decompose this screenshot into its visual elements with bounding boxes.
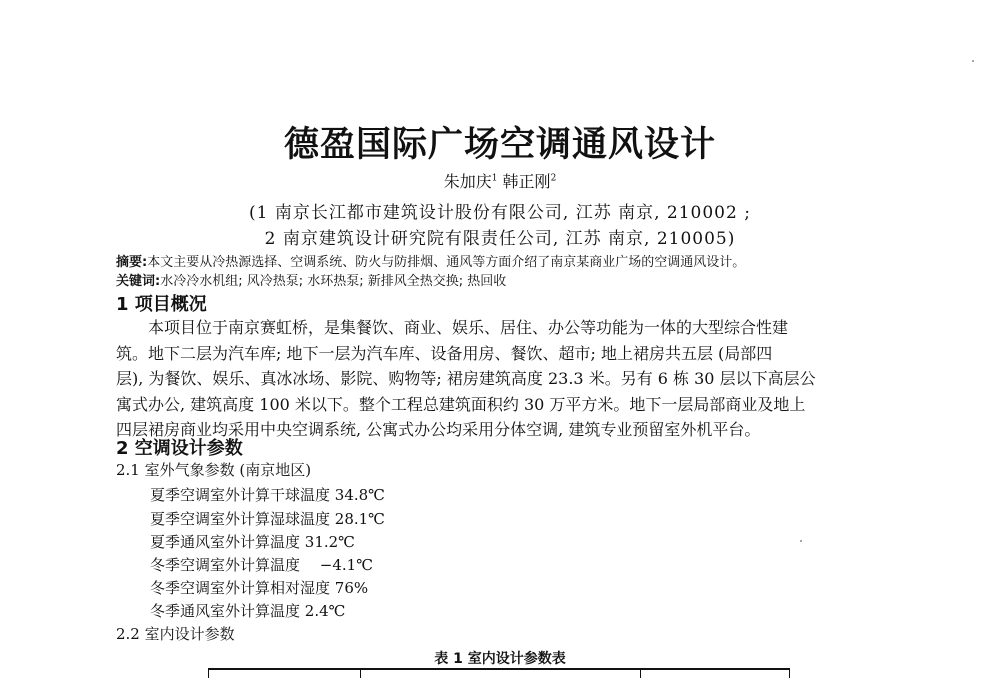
author-name: 韩正刚 xyxy=(502,172,551,191)
table-top-rule xyxy=(208,668,790,682)
keywords-text: 水冷冷水机组; 风冷热泵; 水环热泵; 新排风全热交换; 热回收 xyxy=(160,274,507,289)
body-line: 四层裙房商业均采用中央空调系统, 公寓式办公均采用分体空调, 建筑专业预留室外机平台。 xyxy=(116,420,761,439)
subsection-heading: 2.1 室外气象参数 (南京地区) xyxy=(116,461,312,479)
table-column-rule xyxy=(208,668,209,678)
author-name: 朱加庆 xyxy=(443,172,492,191)
table-column-rule xyxy=(789,668,790,678)
author-affiliation-mark: 2 xyxy=(550,173,557,184)
abstract xyxy=(116,251,896,270)
keywords xyxy=(116,270,896,289)
parameter-line: 夏季通风室外计算温度 31.2℃ xyxy=(150,533,355,551)
keywords-label: 关键词: xyxy=(116,274,161,289)
parameter-line: 冬季通风室外计算温度 2.4℃ xyxy=(150,602,346,620)
scan-speck xyxy=(800,540,802,542)
affiliation-line: 2 南京建筑设计研究院有限责任公司, 江苏 南京, 210005) xyxy=(264,229,736,249)
abstract-text: 本文主要从冷热源选择、空调系统、防火与防排烟、通风等方面介绍了南京某商业广场的空调通风设计。 xyxy=(147,255,746,270)
parameter-line: 冬季空调室外计算温度 −4.1℃ xyxy=(150,556,373,574)
body-line xyxy=(116,315,888,341)
section-heading: 2 空调设计参数 xyxy=(116,438,243,459)
subsection-heading: 2.2 室内设计参数 xyxy=(116,625,235,643)
body-line: 层), 为餐饮、娱乐、真冰冰场、影院、购物等; 裙房建筑高度 23.3 米。另有 6 栋 30 层以下高层公 xyxy=(116,369,816,388)
abstract-label: 摘要: xyxy=(116,255,148,270)
scan-speck xyxy=(972,60,974,62)
section-body xyxy=(116,315,888,443)
author-line xyxy=(0,169,1000,192)
body-line: 寓式办公, 建筑高度 100 米以下。整个工程总建筑面积约 30 万平方米。地下一层局部商业及地上 xyxy=(116,394,806,414)
section-heading: 1 项目概况 xyxy=(116,294,207,315)
table-caption: 表 1 室内设计参数表 xyxy=(434,651,566,667)
parameter-line: 冬季空调室外计算相对湿度 76% xyxy=(150,579,369,597)
author-affiliation-mark: 1 xyxy=(491,173,498,184)
paper-title: 德盈国际广场空调通风设计 xyxy=(283,125,716,165)
body-text: 本项目位于南京赛虹桥，是集餐饮、商业、娱乐、居住、办公等功能为一体的大型综合性建 xyxy=(148,318,789,337)
body-line: 筑。地下二层为汽车库; 地下一层为汽车库、设备用房、餐饮、超市; 地上裙房共五层 (局部四 xyxy=(116,343,773,363)
affiliation-line: (1 南京长江都市建筑设计股份有限公司, 江苏 南京, 210002 ; xyxy=(249,203,751,223)
table-column-rule xyxy=(640,668,641,678)
table-column-rule xyxy=(360,668,361,678)
parameter-line: 夏季空调室外计算干球温度 34.8℃ xyxy=(150,486,385,504)
parameter-line: 夏季空调室外计算湿球温度 28.1℃ xyxy=(150,510,385,528)
